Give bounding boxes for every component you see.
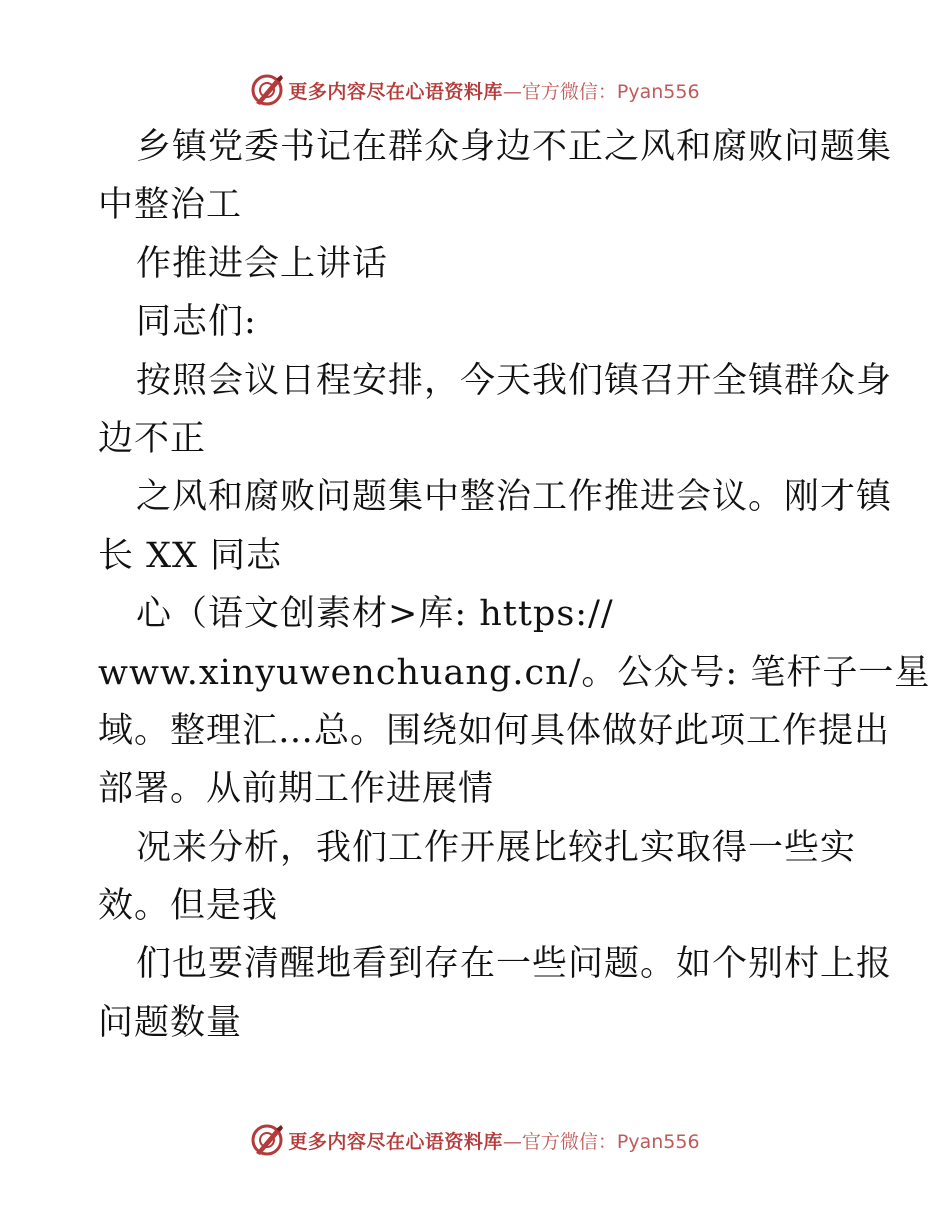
header-brand-text: 更多内容尽在心语资料库 bbox=[288, 80, 503, 103]
text-line: 同志们: bbox=[136, 302, 257, 343]
footer-brand-text: 更多内容尽在心语资料库 bbox=[288, 1130, 503, 1153]
document-body bbox=[98, 118, 931, 1052]
footer-wechat-text: —官方微信：Pyan556 bbox=[502, 1130, 700, 1153]
text-line: 效。但是我 bbox=[98, 886, 279, 927]
text-line: 问题数量 bbox=[98, 1002, 243, 1043]
pen-logo-icon bbox=[250, 1123, 284, 1157]
header-banner bbox=[0, 68, 950, 112]
text-line: 况来分析，我们工作开展比较扎实取得一些实 bbox=[136, 827, 857, 868]
text-line: 作推进会上讲话 bbox=[136, 243, 389, 284]
text-line: 乡镇党委书记在群众身边不正之风和腐败问题集 bbox=[136, 127, 893, 167]
text-line: 们也要清醒地看到存在一些问题。如个别村上报 bbox=[136, 944, 893, 985]
footer-banner bbox=[0, 1118, 950, 1162]
text-line: 按照会议日程安排，今天我们镇召开全镇群众身 bbox=[136, 360, 893, 401]
text-line: 部署。从前期工作进展情 bbox=[98, 769, 495, 810]
header-wechat-text: —官方微信：Pyan556 bbox=[502, 80, 700, 103]
text-line: 域。整理汇…总。围绕如何具体做好此项工作提出 bbox=[98, 710, 891, 751]
text-line: www.xinyuwenchuang.cn/。公众号: 笔杆子一星 bbox=[98, 652, 931, 693]
text-line: 之风和腐败问题集中整治工作推进会议。刚才镇 bbox=[136, 477, 893, 518]
text-line: 边不正 bbox=[98, 418, 207, 459]
text-line: 心（语文创素材>库: https:// bbox=[136, 594, 614, 635]
text-line: 中整治工 bbox=[98, 185, 243, 226]
text-line: 长 XX 同志 bbox=[98, 535, 283, 576]
pen-logo-icon bbox=[250, 73, 284, 107]
